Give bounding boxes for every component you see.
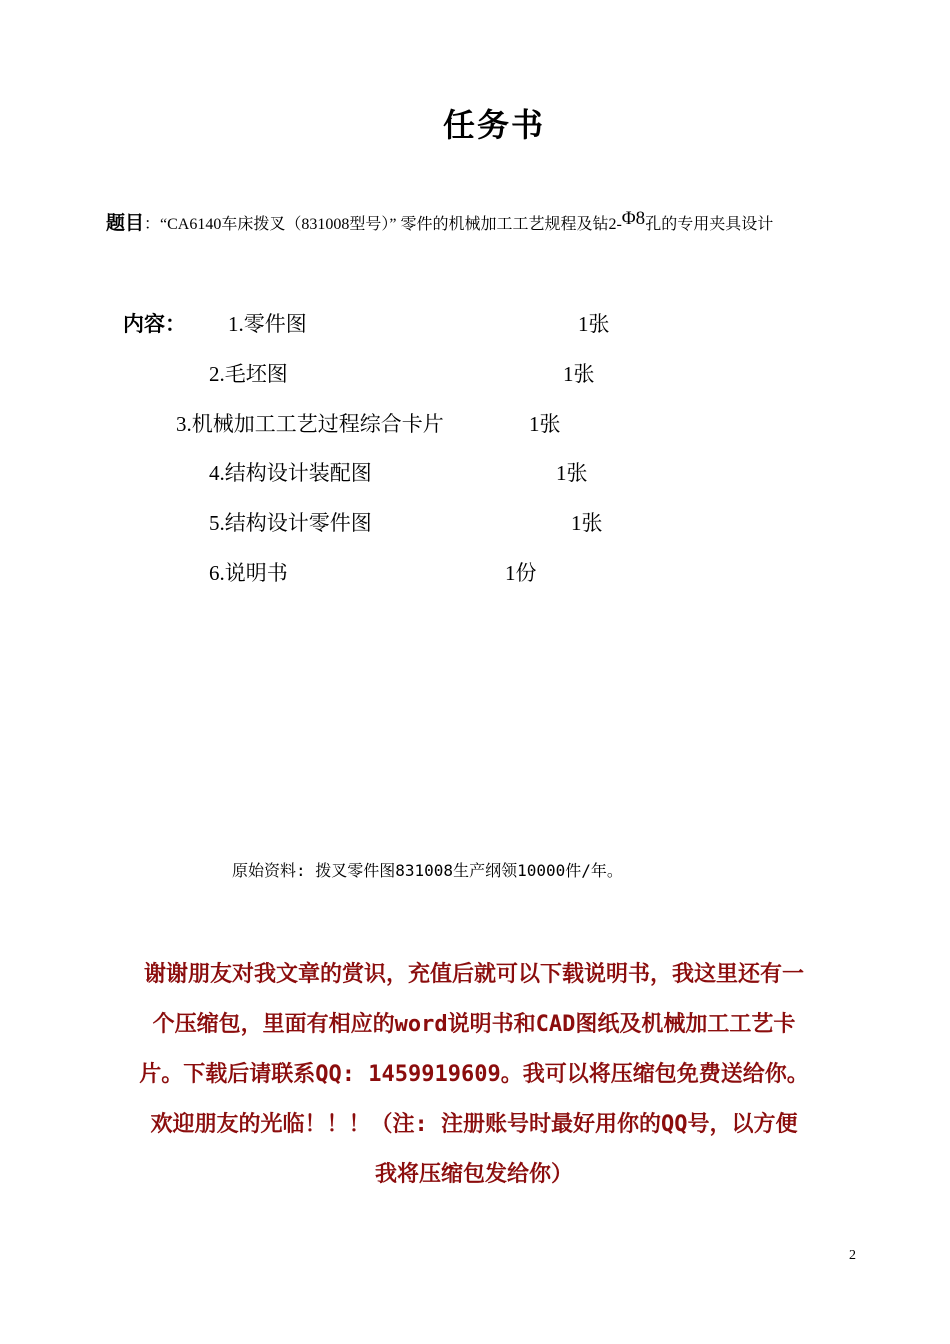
content-item-5-count: 1张 (571, 511, 603, 535)
content-item-3-count: 1张 (529, 412, 561, 436)
notice-line: 个压缩包，里面有相应的word说明书和CAD图纸及机械加工工艺卡 (152, 1012, 796, 1037)
content-item-2-text: 2.毛坯图 (209, 362, 288, 386)
content-item-1-text: 1.零件图 (228, 312, 307, 336)
content-item-2-count: 1张 (563, 362, 595, 386)
content-item-1-count: 1张 (578, 312, 610, 336)
subject-label: 题目 (106, 212, 145, 234)
subject-text-after: 孔的专用夹具设计 (645, 216, 774, 233)
content-item-4-count: 1张 (556, 461, 588, 485)
notice-line: 谢谢朋友对我文章的赏识，充值后就可以下载说明书，我这里还有一 (143, 962, 804, 987)
source-note: 原始资料: 拨叉零件图831008生产纲领10000件/年。 (232, 861, 623, 880)
content-label: 内容： (123, 312, 186, 336)
subject-text-before: “CA6140车床拨叉（831008型号）” 零件的机械加工工艺规程及钻2- (160, 216, 622, 233)
subject-colon: ： (144, 216, 161, 233)
document-title: 任务书 (442, 106, 545, 144)
content-item-6-text: 6.说明书 (209, 561, 288, 585)
subject-line (106, 208, 773, 235)
content-item-4-text: 4.结构设计装配图 (209, 461, 372, 485)
content-item-6-count: 1份 (505, 561, 537, 585)
notice-paragraph (80, 950, 868, 1200)
content-item-5-text: 5.结构设计零件图 (209, 511, 372, 535)
content-item-3-text: 3.机械加工工艺过程综合卡片 (176, 412, 444, 436)
page-number: 2 (849, 1248, 856, 1263)
notice-line: 我将压缩包发给你） (374, 1162, 573, 1187)
notice-line: 片。下载后请联系QQ: 1459919609。我可以将压缩包免费送给你。 (139, 1062, 809, 1087)
notice-line: 欢迎朋友的光临！！！（注: 注册账号时最好用你的QQ号，以方便 (150, 1112, 798, 1137)
subject-phi-symbol: Φ8 (621, 208, 646, 229)
